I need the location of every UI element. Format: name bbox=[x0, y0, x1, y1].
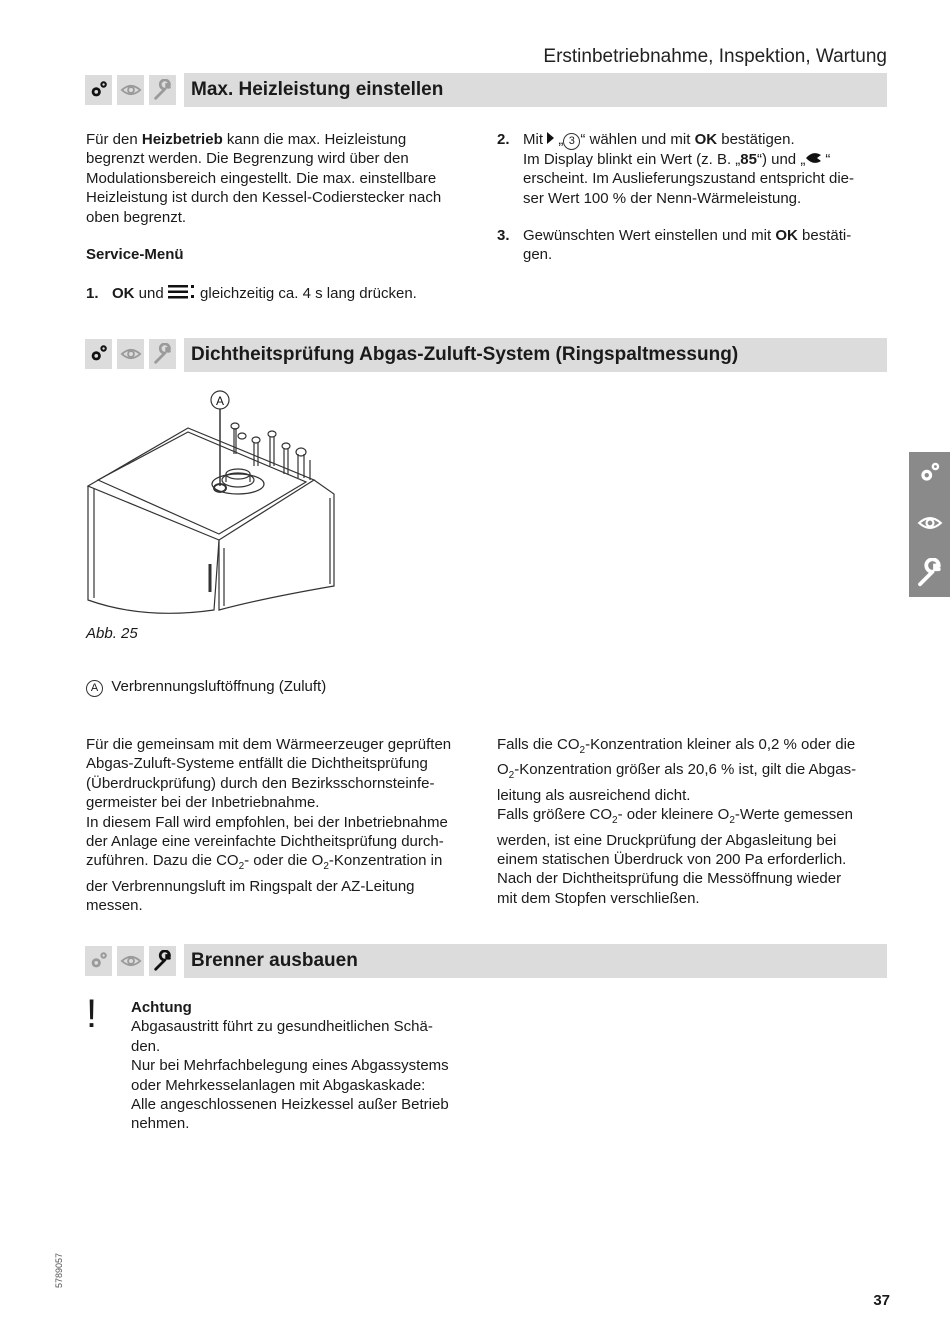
menu-icon bbox=[168, 285, 196, 299]
wrench-icon bbox=[149, 339, 176, 369]
document-number: 5789057 bbox=[54, 1252, 64, 1288]
step-3: 3. Gewünschten Wert einstellen und mit OK bestäti- gen. bbox=[497, 227, 852, 264]
eye-icon bbox=[117, 946, 144, 976]
page-header-title: Erstinbetriebnahme, Inspektion, Wartung bbox=[543, 46, 887, 67]
flame-display-icon bbox=[805, 152, 825, 164]
wrench-icon bbox=[149, 75, 176, 105]
section-title: Brenner ausbauen bbox=[191, 950, 358, 971]
gear-icon bbox=[85, 339, 112, 369]
section-intro: Für den Heizbetrieb kann die max. Heizleistung begrenzt werden. Die Begrenzung wird über den Modulationsbereich eingestellt. Die max. einstellbare Heizleistung ist durch den Kessel-Codierstecker nach oben begrenzt. bbox=[86, 131, 442, 226]
page-number: 37 bbox=[873, 1292, 890, 1309]
section-title: Max. Heizleistung einstellen bbox=[191, 79, 444, 100]
eye-icon bbox=[915, 510, 945, 536]
figure-legend: A Verbrennungsluftöffnung (Zuluft) bbox=[86, 677, 326, 697]
service-menu-heading: Service-Menü bbox=[86, 246, 184, 263]
side-tab bbox=[909, 452, 950, 597]
figure-marker-a: A bbox=[215, 394, 225, 408]
section-title: Dichtheitsprüfung Abgas-Zuluft-System (Ringspaltmessung) bbox=[191, 344, 739, 365]
section2-right-text: Falls die $CO_2$-Konzentration kleiner als 0,2 % oder die $O_2$-Konzentration größer als 20,6 % ist, gilt die Abgas- leitung als ausreichend dicht. Falls größere $CO_2-$ oder kleinere $O_2$-Werte gemessen werden, ist eine Druckprüfung der Abgasleitung bei einem statischen Überdruck von 200 Pa erforderlich. Nach der Dichtheitsprüfung die Messöffnung wieder mit dem Stopfen verschließen. bbox=[497, 736, 857, 907]
section2-left-text: Für die gemeinsam mit dem Wärmeerzeuger geprüften Abgas-Zuluft-Systeme entfällt die Dichtheitsprüfung (Überdruckprüfung) durch den Bezirksschornsteinfe- germeister bei der Inbetriebnahme. In diesem Fall wird empfohlen, bei der Inbetriebnahme der Anlage eine vereinfachte Dichtheitsprüfung durch- zuführen. Dazu die $CO_2-$ oder die $O_2$-Konzentration in der Verbrennungsluft im Ringspalt der AZ-Leitung messen. bbox=[86, 736, 452, 915]
gear-icon bbox=[85, 946, 112, 976]
gear-icon bbox=[85, 75, 112, 105]
gear-icon bbox=[917, 460, 943, 486]
warning-box: Achtung Abgasaustritt führt zu gesundheitlichen Schä- den. Nur bei Mehrfachbelegung eines Abgassystems oder Mehrkesselanlagen mit Abgaskaskade: Alle angeschlossenen Heizkessel außer Betrieb nehmen. bbox=[131, 999, 449, 1133]
step-1: 1. OK und gleichzeitig ca. 4 s lang drücken. bbox=[86, 285, 417, 302]
figure-caption: Abb. 25 bbox=[86, 625, 138, 642]
eye-icon bbox=[117, 75, 144, 105]
warning-icon: ! bbox=[86, 992, 98, 1036]
wrench-icon bbox=[149, 946, 176, 976]
eye-icon bbox=[117, 339, 144, 369]
step-2: 2. Mit „ 3 “ wählen und mit OK bestätigen. Im Display blinkt ein Wert (z. B. „85“) und „ “ erscheint. Im Auslieferungszustand entspricht die- ser Wert 100 % der Nenn-Wärmeleistung. bbox=[497, 131, 855, 207]
wrench-icon bbox=[915, 558, 945, 588]
boiler-figure bbox=[84, 388, 354, 620]
